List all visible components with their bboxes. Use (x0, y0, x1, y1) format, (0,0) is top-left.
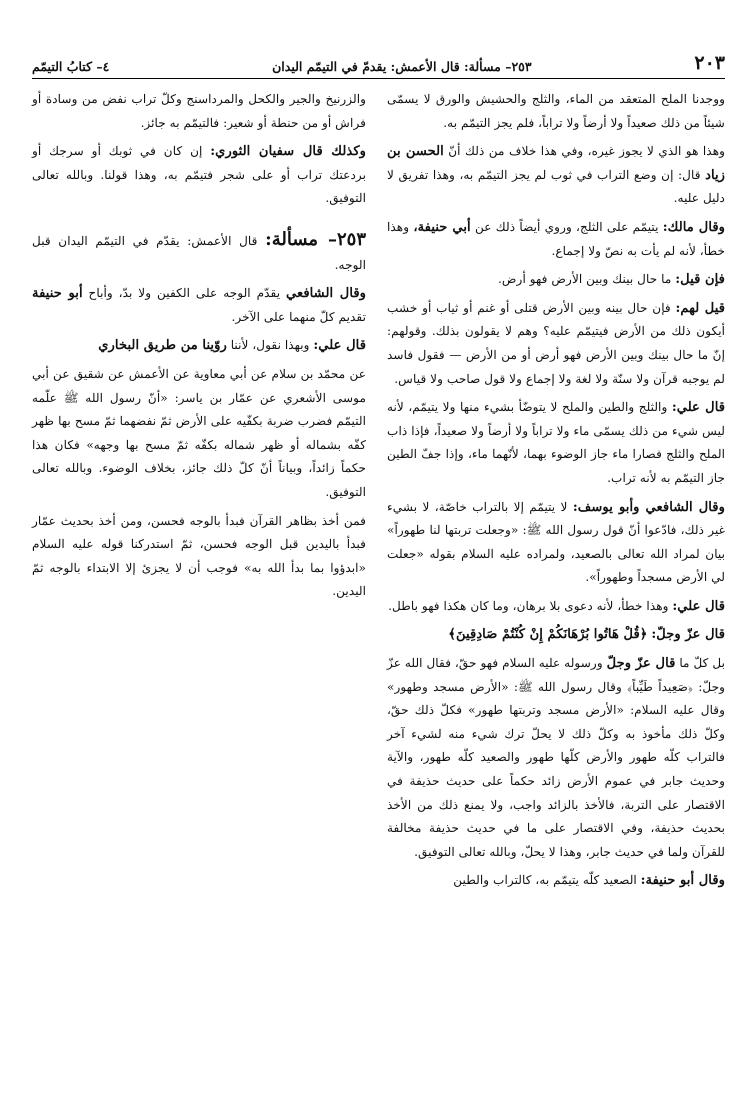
paragraph: والزرنيخ والجير والكحل والمرداسنج وكلّ تراب نفض من وسادة أو فراش أو من حنطة أو شعير: فالتيمّم به جائز. (32, 92, 366, 130)
section-heading: ٢٥٣– مسألة: قال الأعمش: يقدّم في التيمّم اليدان قبل الوجه. (32, 228, 367, 272)
paragraph: قال علي: وبهذا نقول، لأننا روّينا من طريق البخاري (98, 338, 366, 354)
book-title: ٤– كتابُ التيمّم (32, 59, 110, 74)
paragraph: فإن قيل: ما حال بينك وبين الأرض فهو أرض. (497, 272, 725, 288)
paragraph: عن محمّد بن سلام عن أبي معاوية عن الأعمش عن شقيق عن أبي موسى الأشعري عن عمّار بن ياسر: «أنّ رسول الله ﷺ علّمه التيمّم فضرب ضربة بكفّيه على الأرض ثمّ نفضهما ثمّ مسح بها ظهر كفّه بشماله أو ظهر شماله بكفّه ثمّ مسح بها وجهه» فكان هذا حكماً زائداً، وبياناً أنّ كلّ ذلك جائز، بخلاف الوضوء. وبالله تعالى التوفيق. (32, 366, 366, 499)
quran-verse: قال عزّ وجلّ: ﴿قُلْ هَاتُوا بُرْهَانَكُمْ إِنْ كُنْتُمْ صَادِقِينَ﴾ (448, 627, 725, 643)
page-header (32, 48, 725, 74)
paragraph: قيل لهم: فإن حال بينه وبين الأرض قتلى أو غنم أو ثياب أو خشب أيكون ذلك من الأرض فيتيمّم عليه؟ وهم لا يقولون بذلك. وقولهم: إنّ ما حال بينك وبين الأرض فهو أرض أو من الأرض — فقول فاسد لم يوجبه قرآن ولا سنّة ولا لغة ولا إجماع ولا قول صاحب ولا قياس. (387, 300, 726, 386)
paragraph: وقال الشافعي يقدّم الوجه على الكفين ولا بدّ، وأباح أبو حنيفة تقديم كلّ منهما على الآخر. (32, 286, 367, 324)
page-number: ٢٠٣ (694, 52, 725, 74)
section-gap (32, 216, 366, 228)
paragraph: وقال أبو حنيفة: الصعيد كلّه يتيمّم به، كالتراب والطين (453, 873, 725, 889)
paragraph: وقال مالك: يتيمّم على الثلج، وروي أيضاً ذلك عن أبي حنيفة، وهذا خطأ، لأنه لم يأت به نصّ ولا إجماع. (387, 219, 726, 258)
right-column (387, 88, 725, 898)
paragraph: قال علي: وهذا خطأ، لأنه دعوى بلا برهان، وما كان هكذا فهو باطل. (388, 598, 725, 614)
paragraph: وكذلك قال سفيان الثوري: إن كان في ثوبك أو سرجك أو بردعتك تراب أو على شجر فتيمّم به، وهذا قولنا. وبالله تعالى التوفيق. (32, 144, 366, 206)
paragraph: ووجدنا الملح المتعقد من الماء، والثلج والحشيش والورق لا يسمّى شيئاً من ذلك صعيداً ولا أرضاً ولا تراباً، فلم يجز التيمّم به. (387, 92, 725, 130)
paragraph: بل كلّ ما قال عزّ وجلّ ورسوله عليه السلام فهو حقّ، فقال الله عزّ وجلّ: ﴿صَعِيداً طَيِّباً﴾ وقال رسول الله ﷺ: «الأرض مسجد وطهور» وقال عليه السلام: «الأرض مسجد وتربتها طهور» فكلّ ذلك حقّ، وكلّ ذلك مأخوذ به وكلّ ذلك لا يحلّ ترك شيء منه لشيء آخر فالتراب كلّه طهور والأرض كلّها طهور والصعيد كلّه طهور، والآية وحديث جابر في عموم الأرض زائد حكماً على حديث حذيفة في الاقتصار على التربة، فالأخذ بالزائد واجب، ولا يمنع ذلك من الأخذ بحديث حذيفة، وفي الاقتصار على ما في حديث حذيفة مخالفة للقرآن ولما في حديث جابر، وهذا لا يحلّ، وبالله تعالى التوفيق. (387, 656, 725, 859)
paragraph: وقال الشافعي وأبو يوسف: لا يتيمّم إلا بالتراب خاصّة، لا بشيء غير ذلك، فادّعوا أنّ قول رسول الله ﷺ: «وجعلت تربتها لنا طهوراً» بيان لمراد الله تعالى بالصعيد، ولمراده عليه السلام بقوله «جعلت لي الأرض مسجداً وطهوراً». (387, 499, 725, 585)
header-divider (32, 78, 725, 79)
paragraph: وهذا هو الذي لا يجوز غيره، وفي هذا خلاف من ذلك أنّ الحسن بن زياد قال: إن وضع التراب في ثوب لم يجز التيمّم به، وهذا تفريق لا دليل عليه. (387, 144, 726, 206)
left-column (32, 88, 366, 609)
paragraph: فمن أخذ بظاهر القرآن فبدأ بالوجه فحسن، ومن أخذ بحديث عمّار فبدأ باليدين قبل الوجه فحسن، ثمّ استدركنا قوله عليه السلام «ابدؤوا بما بدأ الله به» فوجب أن لا يجزئ إلا الابتداء بالوجه ثمّ اليدين. (32, 513, 366, 599)
paragraph: قال علي: والثلج والطين والملح لا يتوضّأ بشيء منها ولا يتيمّم، لأنه ليس شيء من ذلك يسمّى ماء ولا تراباً ولا أرضاً ولا صعيداً، فإذا ذاب الملح والثلج فصارا ماء جاز الوضوء بهما، لأنّهما ماء، وإذا جفّ الطين جاز التيمّم به لأنه تراب. (387, 400, 726, 485)
section-running-title: ٢٥٣– مسألة: قال الأعمش: يقدمّ في التيمّم اليدان (272, 59, 532, 74)
